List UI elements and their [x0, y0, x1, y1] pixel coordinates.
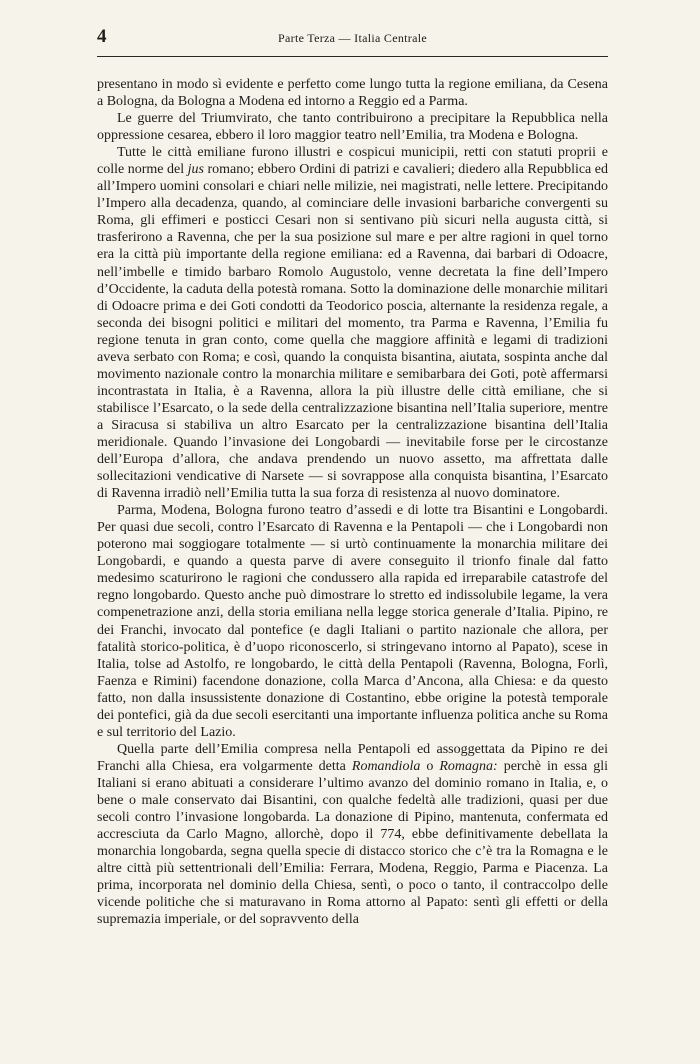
paragraph: [97, 110, 608, 144]
page-header: [97, 26, 608, 50]
body-text: [97, 76, 608, 928]
paragraph: [97, 76, 608, 110]
paragraph: [97, 502, 608, 741]
text-run: Parma, Modena, Bologna furono teatro d’assedi e di lotte tra Bisantini e Longobardi. Per quasi due secoli, contro l’Esarcato di Ravenna e la Pentapoli — che i Longobardi non poterono mai soggiogare totalmente — si urtò continuamente la monarchia militare dei Longobardi, e quando a questa parve di avere conseguito il trionfo finale dal fatto medesimo scaturirono le ragioni che condussero alla rapida ed irreparabile catastrofe del regno longobardo. Questo anche può dimostrare lo stretto ed indissolubile legame, la vera compenetrazione anzi, della storia emiliana nella legge storica generale d’Italia. Pipino, re dei Franchi, invocato dal pontefice (e dagli Italiani o partito nazionale che allora, per fatalità storico-politica, è d’uopo riconoscerlo, si stringevano intorno al Papato), scese in Italia, tolse ad Astolfo, re longobardo, le città della Pentapoli (Ravenna, Bologna, Forlì, Faenza e Rimini) facendone donazione, colla Marca d’Ancona, alla Chiesa: e da questo fatto, non dalla insussistente donazione di Costantino, ebbe origine la potestà temporale dei pontefici, già da due secoli esercitanti una importante influenza politica anche su Roma e sul territorio del Lazio.: [97, 503, 608, 740]
italic-term: Romandiola: [351, 758, 421, 774]
text-run: Quella parte dell’Emilia compresa nella Pentapoli ed assoggettata da Pipino re dei Franchi alla Chiesa, era volgarmente detta: [97, 741, 608, 774]
text-run: Tutte le città emiliane furono illustri e cospicui municipii, retti con statuti proprii e colle norme del: [97, 145, 608, 178]
text-run: romano; ebbero Ordini di patrizi e cavalieri; diedero alla Repubblica ed all’Impero uomini consolari e chiari nelle milizie, nei magistrati, nelle lettere. Precipitando l’Impero alla decadenza, quando, al cominciare delle invasioni barbariche convergenti su Roma, gli effimeri e posticci Cesari non si sentivano più sicuri nella augusta città, si trasferirono a Ravenna, che per la sua posizione sul mare e per altre ragioni in quel torno era la città più importante della regione emiliana: ed a Ravenna, dai barbari di Odoacre, nell’imbelle e timido barbaro Romolo Augustolo, venne decretata la fine dell’Impero d’Occidente, la caduta della potestà romana. Sotto la dominazione delle monarchie militari di Odoacre prima e dei Goti condotti da Teodorico poscia, alternante la residenza regale, a seconda dei bisogni politici e militari del momento, tra Parma e Ravenna, l’Emilia fu regione tenuta in gran conto, come quella che maggiore affinità e legami di tradizioni aveva serbato con Roma; e così, quando la conquista bisantina, aiutata, sospinta anche dal movimento nazionale contro la monarchia militare e semibarbara dei Goti, potè affermarsi incontrastata in Italia, è a Ravenna, allora la più illustre delle città emiliane, che si stabilisce l’Esarcato, o la sede della centralizzazione bisantina nell’Italia superiore, mentre a Siracusa si stabiliva un altro Esarcato per la centralizzazione bisantina dell’Italia meridionale. Quando l’invasione dei Longobardi — inevitabile forse per le circostanze dell’Europa d’allora, che andava prendendo un nuovo assetto, ma affrettata dalle sollecitazioni vendicative di Narsete — si sovrappose alla conquista bisantina, l’Esarcato di Ravenna irradiò nell’Emilia tutta la sua forza di resistenza al nuovo dominatore.: [97, 162, 608, 502]
header-rule: [97, 56, 608, 57]
running-head: Parte Terza — Italia Centrale: [278, 31, 427, 45]
text-run: perchè in essa gli Italiani si erano abituati a considerare l’ultimo avanzo del dominio romano in Italia, e, o bene o male conservato dai Bisantini, con qualche fedeltà alle tradizioni, quasi per due secoli contro l’invasione longobarda. La donazione di Pipino, mantenuta, confermata ed accresciuta da Carlo Magno, allorchè, dopo il 774, ebbe definitivamente debellata la monarchia longobarda, segna quella specie di distacco storico che c’è tra la Romagna e le altre città più settentrionali dell’Emilia: Ferrara, Modena, Reggio, Parma e Piacenza. La prima, incorporata nel dominio della Chiesa, sentì, o poco o tanto, il contraccolpo delle vicende politiche che si maturavano in Roma attorno al Papato: sentì gli effetti or della supremazia imperiale, or del sopravvento della: [97, 758, 609, 928]
text-run: presentano in modo sì evidente e perfetto come lungo tutta la regione emiliana, da Cesena a Bologna, da Bologna a Modena ed intorno a Reggio ed a Parma.: [97, 77, 608, 110]
text-run: Le guerre del Triumvirato, che tanto contribuirono a precipitare la Repubblica nella oppressione cesarea, ebbero il loro maggior teatro nell’Emilia, tra Modena e Bologna.: [97, 111, 608, 144]
paragraph: [97, 144, 608, 502]
italic-term: Romagna:: [439, 758, 498, 774]
page-number: 4: [97, 26, 107, 47]
text-run: o: [420, 758, 440, 774]
paragraph: [97, 741, 608, 929]
italic-term: jus: [187, 162, 204, 178]
